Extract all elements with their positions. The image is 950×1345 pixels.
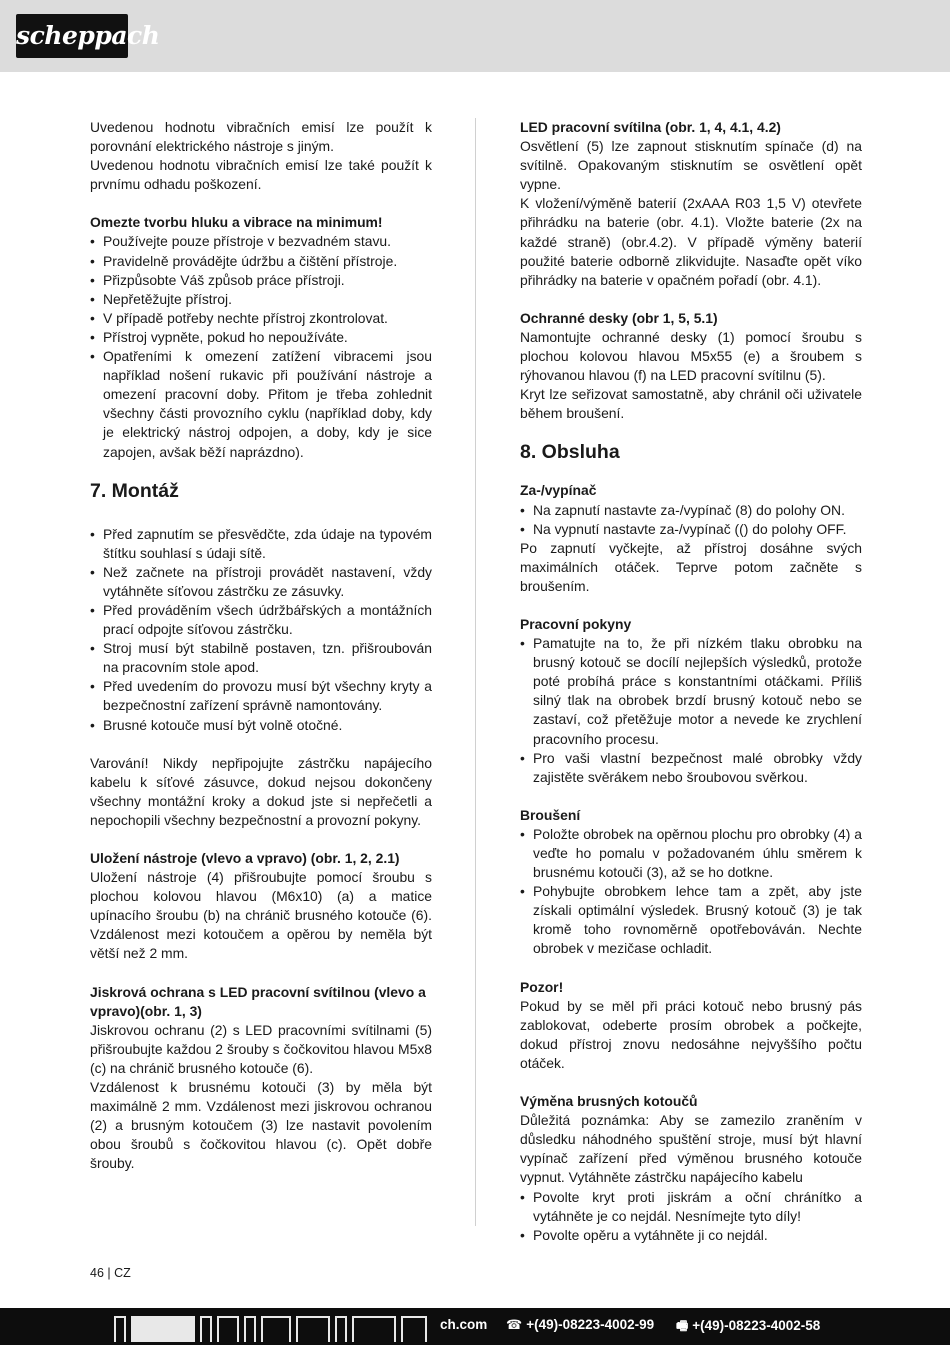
right-column [520,118,862,1245]
list-item: • Přizpůsobte Váš způsob práce přístroji. [90,271,432,290]
bullet-list [520,634,862,787]
list-item: • Brusné kotouče musí být volně otočné. [90,716,432,735]
section-heading: Uložení nástroje (vlevo a vpravo) (obr. 1, 2, 2.1) [90,850,400,866]
list-item: • Než začnete na přístroji provádět nastavení, vždy vytáhněte síťovou zástrčku ze zásuvky. [90,563,432,601]
paragraph: Uložení nástroje (4) přišroubujte pomocí šroubu s plochou kolovou hlavou (M6x10) (a) a matice upínacího šroubu (b) na chránič brusného kotouče (6). Vzdálenost mezi kotoučem a opěrou by neměla být větší než 2 mm. [90,869,432,962]
footer-garbled-glyphs [114,1316,427,1342]
bullet-list [520,1188,862,1245]
section-heading: Výměna brusných kotoučů [520,1093,698,1110]
list-item: • Povolte kryt proti jiskrám a oční chránítko a vytáhněte je co nejdál. Nesnímejte tyto díly! [520,1188,862,1226]
footer-phone [506,1317,654,1333]
paragraph: K vložení/výměně baterií (2xAAA R03 1,5 V) otevřete přihrádku na baterie (obr. 4.1). Vložte baterie (2x na každé straně) (obr.4.2). V případě výměny baterií použité baterie odborně zlikvidujte. Nasaďte opět víko přihrádky na baterie v opačném pořadí (obr. 4.1). [520,195,862,288]
paragraph: Namontujte ochranné desky (1) pomocí šroubu s plochou kolovou hlavou M5x55 (e) a šroubem s rýhovanou hlavou (f) na LED pracovní svítilnu (5). [520,328,862,384]
paragraph: Pokud by se měl při práci kotouč nebo brusný pás zablokovat, odeberte prosím obrobek a počkejte, dokud přístroj znovu nedosáhne nejvyššího počtu otáček. [520,997,862,1071]
fax-number: +(49)-08223-4002-58 [692,1318,821,1333]
section-heading: Ochranné desky (obr 1, 5, 5.1) [520,309,718,326]
bullet-list [520,825,862,959]
phone-icon: ☎ [506,1317,523,1332]
chapter-title: 7. Montáž [90,479,179,502]
column-divider [475,118,476,1226]
list-item: • Na zapnutí nastavte za-/vypínač (8) do polohy ON. [520,501,862,520]
list-item: • Před prováděním všech údržbářských a montážních prací odpojte síťovou zástrčku. [90,601,432,639]
list-item: • Přístroj vypněte, pokud ho nepoužíváte. [90,328,432,347]
list-item: • Pravidelně provádějte údržbu a čištění přístroje. [90,252,432,271]
bullet-list [90,232,432,461]
list-item: • V případě potřeby nechte přístroj zkontrolovat. [90,309,432,328]
section-heading: LED pracovní svítilna (obr. 1, 4, 4.1, 4.2) [520,119,781,135]
section-heading: Pozor! [520,978,564,995]
header-band [0,0,950,72]
paragraph: Uvedenou hodnotu vibračních emisí lze použít k porovnání elektrického nástroje s jiným. [90,119,432,155]
phone-number: +(49)-08223-4002-99 [526,1317,655,1332]
bullet-list [520,501,862,539]
bullet-list [90,525,432,735]
fax-icon: 🖷 [676,1318,689,1333]
section-heading: Za-/vypínač [520,482,597,499]
list-item: • Povolte opěru a vytáhněte ji co nejdál. [520,1226,862,1245]
section-heading: Jiskrová ochrana s LED pracovní svítilnou (vlevo a vpravo)(obr. 1, 3) [90,983,426,1019]
section-heading: Omezte tvorbu hluku a vibrace na minimum! [90,214,383,231]
list-item: • Pro vaši vlastní bezpečnost malé obrobky vždy zajistěte svěrákem nebo šroubovou svěrkou. [520,749,862,787]
paragraph: Vzdálenost k brusnému kotouči (3) by měla být maximálně 2 mm. Vzdálenost mezi jiskrovou ochranou (2) a brusným kotoučem (3) lze nastavit povolením obou šroubů s čočkovitou hlavou (c). Opět dobře šrouby. [90,1079,432,1172]
paragraph: Jiskrovou ochranu (2) s LED pracovními svítilnami (5) přišroubujte každou 2 šrouby s čočkovitou hlavou M5x8 (c) na chránič brusného kotouče (6). [90,1021,432,1076]
list-item: • Před uvedením do provozu musí být všechny kryty a bezpečnostní zařízení správně namontovány. [90,677,432,715]
list-item: • Před zapnutím se přesvědčte, zda údaje na typovém štítku souhlasí s údaji sítě. [90,525,432,563]
paragraph: Důležitá poznámka: Aby se zamezilo zraněním v důsledku náhodného spuštění stroje, musí být hlavní vypínač zařízení před výměnou brusného kotouče vypnut. Vytáhněte zástrčku napájecího kabelu [520,1112,862,1186]
list-item: • Opatřeními k omezení zatížení vibracemi jsou například nošení rukavic při používání nástroje a omezení pracovní doby. Přitom je třeba zohlednit všechny části provozního cyklu (například doby, kdy je elektrický nástroj odpojen, a doby, kdy je sice zapojen, avšak běží naprázdno). [90,347,432,462]
list-item: • Stroj musí být stabilně postaven, tzn. přišroubován na pracovním stole apod. [90,639,432,677]
list-item: • Na vypnutí nastavte za-/vypínač (() do polohy OFF. [520,520,862,539]
left-column [90,118,432,1174]
list-item: • Používejte pouze přístroje v bezvadném stavu. [90,232,432,251]
list-item: • Položte obrobek na opěrnou plochu pro obrobky (4) a veďte ho pomalu v požadovaném úhlu směrem k brusnému kotouči (3), až se ho dotkne. [520,825,862,882]
footer-fax [676,1317,820,1339]
section-heading: Pracovní pokyny [520,615,632,632]
section-heading: Broušení [520,806,581,823]
paragraph: Po zapnutí vyčkejte, až přístroj dosáhne svých maximálních otáček. Teprve potom začněte s broušením. [520,539,862,594]
brand-logo: scheppach [16,14,128,58]
warning-paragraph: Varování! Nikdy nepřipojujte zástrčku napájecího kabelu k síťové zásuvce, dokud nejsou dokončeny všechny montážní kroky a dokud jste si nepřečetli a nepochopili všechny bezpečnostní a provozní pokyny. [90,754,432,828]
page-number: 46 | CZ [90,1266,131,1280]
list-item: • Nepřetěžujte přístroj. [90,290,432,309]
paragraph: Uvedenou hodnotu vibračních emisí lze také použít k prvnímu odhadu poškození. [90,157,432,193]
footer-website[interactable]: ch.com [440,1317,488,1332]
paragraph: Kryt lze seřizovat samostatně, aby chránil oči uživatele během broušení. [520,386,862,422]
list-item: • Pohybujte obrobkem lehce tam a zpět, aby jste získali optimální výsledek. Brusný kotouč (3) je tak kromě toho rovnoměrně opotřebováván. Nechte obrobek v mezičase ochladit. [520,882,862,958]
chapter-title: 8. Obsluha [520,441,620,464]
paragraph: Osvětlení (5) lze zapnout stisknutím spínače (d) na svítilně. Opakovaným stisknutím se osvětlení opět vypne. [520,138,862,193]
list-item: • Pamatujte na to, že při nízkém tlaku obrobku na brusný kotouč se docílí nejlepších výsledků, protože poté probíhá práce s konstantními otáčkami. Příliš silný tlak na obrobek brzdí brusný kotouč nebo se zastaví, což přetěžuje motor a nevede ke zrychlení pracovního procesu. [520,634,862,749]
